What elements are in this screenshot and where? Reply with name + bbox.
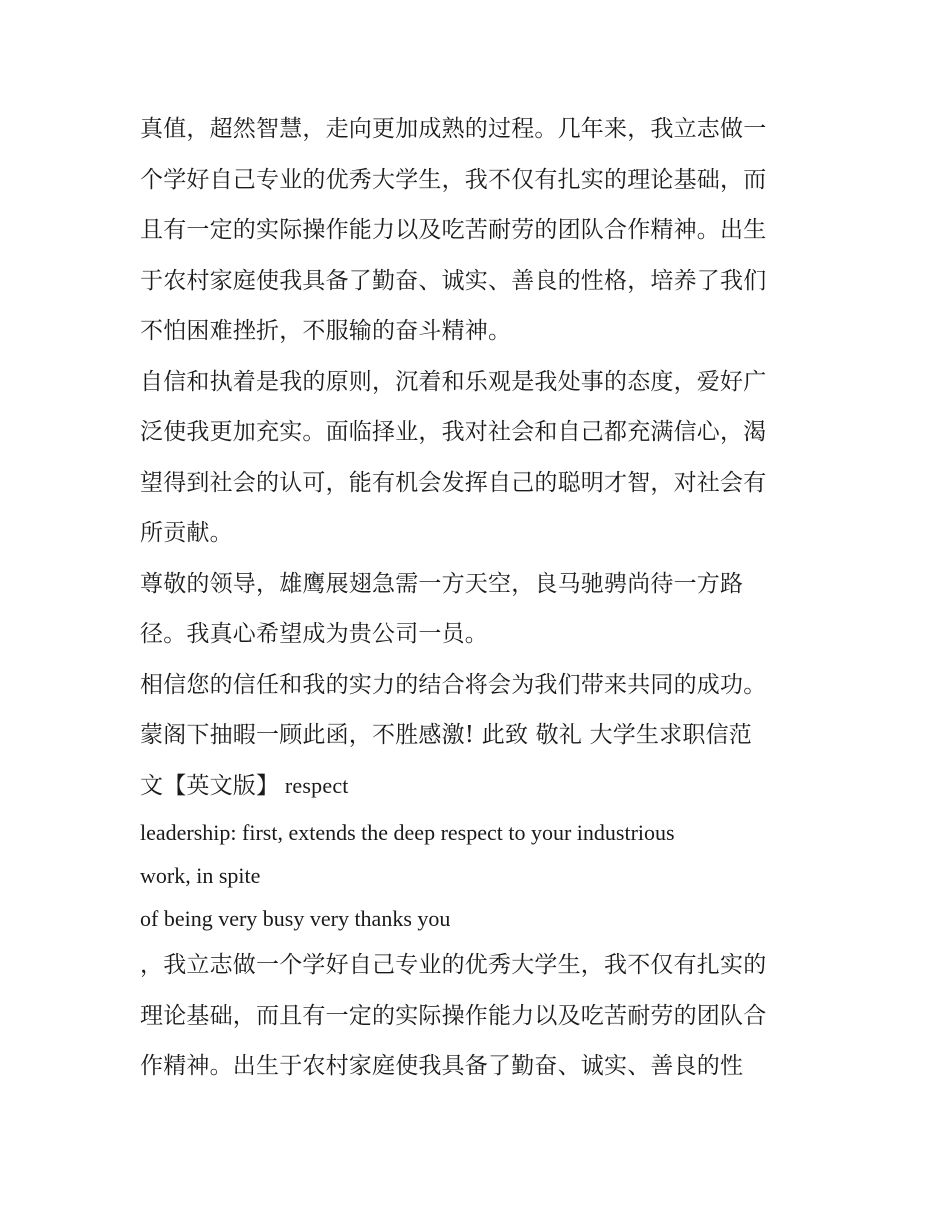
- english-text-line: of being very busy very thanks you: [140, 906, 451, 931]
- text-line: 理论基础，而且有一定的实际操作能力以及吃苦耐劳的团队合: [140, 1002, 767, 1029]
- english-text-line: work, in spite: [140, 863, 261, 888]
- text-line: 蒙阁下抽暇一顾此函，不胜感激! 此致 敬礼 大学生求职信范: [140, 722, 752, 748]
- text-line: 且有一定的实际操作能力以及吃苦耐劳的团队合作精神。出生: [140, 217, 767, 243]
- text-line: 自信和执着是我的原则，沉着和乐观是我处事的态度，爱好广: [140, 368, 767, 395]
- text-line: 径。我真心希望成为贵公司一员。: [140, 621, 488, 647]
- text-line: 不怕困难挫折，不服输的奋斗精神。: [140, 318, 512, 344]
- text-line: 作精神。出生于农村家庭使我具备了勤奋、诚实、善良的性: [140, 1053, 744, 1079]
- text-line: 所贡献。: [140, 520, 233, 546]
- text-segment-cn: 文【英文版】: [140, 772, 280, 799]
- text-line: 于农村家庭使我具备了勤奋、诚实、善良的性格，培养了我们: [140, 267, 767, 294]
- text-segment-en: respect: [279, 772, 349, 798]
- mixed-text-line: [140, 761, 820, 812]
- document-body: [140, 104, 820, 1092]
- text-line: 尊敬的领导，雄鹰展翅急需一方天空，良马驰骋尚待一方路: [140, 570, 744, 597]
- text-line: 泛使我更加充实。面临择业，我对社会和自己都充满信心，渴: [140, 419, 767, 445]
- text-line: 相信您的信任和我的实力的结合将会为我们带来共同的成功。: [140, 671, 767, 698]
- english-text-line: leadership: first, extends the deep respect to your industrious: [140, 820, 675, 845]
- text-line: 望得到社会的认可，能有机会发挥自己的聪明才智，对社会有: [140, 469, 767, 496]
- text-line: ，我立志做一个学好自己专业的优秀大学生，我不仅有扎实的: [140, 952, 767, 978]
- text-line: 个学好自己专业的优秀大学生，我不仅有扎实的理论基础，而: [140, 166, 767, 193]
- text-line: 真值，超然智慧，走向更加成熟的过程。几年来，我立志做一: [140, 116, 767, 142]
